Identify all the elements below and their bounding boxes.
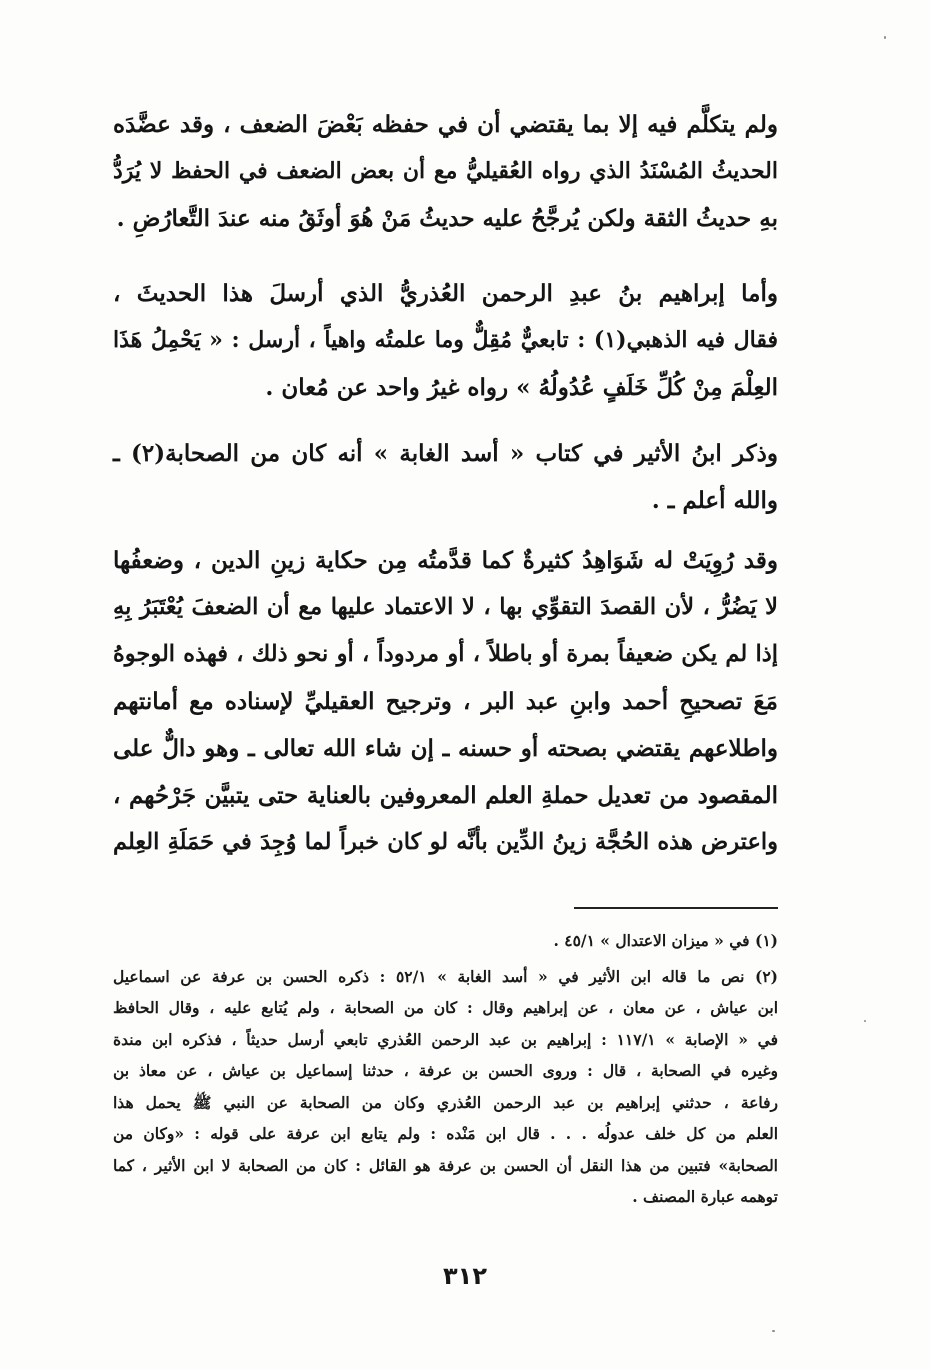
footnote-2-line: (٢) نص ما قاله ابن الأثير في « أسد الغابة » ٥٢/١ : ذكره الحسن بن عرفة عن اسماعيل — [113, 966, 779, 986]
footnote-2-line: في « الإصابة » ١١٧/١ : إبراهيم بن عبد الرحمن العُذري تابعي أرسل حديثاً ، فذكره ابن مندة — [113, 1029, 778, 1049]
paragraph-4 — [113, 537, 778, 866]
footnote-2-line: ابن عياش ، عن معان ، عن إبراهيم وقال : كان من الصحابة ، ولم يُتابع عليه ، وقال الحافظ — [113, 998, 778, 1017]
scan-speck — [772, 1330, 775, 1332]
text-line: لا يَضُرُّ ، لأن القصدَ التقوِّي بها ، لا الاعتماد عليها مع أن الضعفَ يُعْتَبَرُ بِهِ — [113, 594, 778, 620]
footnote-2-line: رفاعة ، حدثني إبراهيم بن عبد الرحمن العُذري وكان من الصحابة عن النبي ﷺ يحمل هذا — [113, 1092, 778, 1112]
footnote-2-line: الصحابة» فتبين من هذا النقل أن الحسن بن عرفة هو القائل : كان من الصحابة لا ابن الأثير ، كما — [113, 1155, 778, 1175]
text-line: الحديثُ المُسْنَدُ الذي رواه العُقيليُّ مع أن بعض الضعف في الحفظ لا يُرَدُّ — [113, 158, 778, 184]
text-line: والله أعلم ـ . — [651, 487, 778, 514]
footnotes — [113, 925, 778, 1213]
text-line: واعترض هذه الحُجَّة زينُ الدِّين بأنَّه لو كان خبراً لما وُجِدَ في حَمَلَةِ العِلم — [113, 829, 778, 855]
footnote-1: (١) في « ميزان الاعتدال » ٤٥/١ . — [553, 931, 778, 950]
footnote-2-line: وغيره في الصحابة ، قال : وروى الحسن بن عرفة ، حدثنا إسماعيل بن عياش ، عن معاذ بن — [113, 1061, 778, 1080]
text-line: العِلْمَ مِنْ كُلِّ خَلَفٍ عُدُولُهُ » رواه غيرُ واحد عن مُعان . — [265, 374, 778, 401]
paragraph-1 — [113, 101, 778, 242]
text-line: إذا لم يكن ضعيفاً بمرة أو باطلاً ، أو مردوداً ، أو نحو ذلك ، فهذه الوجوهُ — [113, 641, 778, 667]
text-line: وقد رُوِيَتْ له شَوَاهِدُ كثيرةٌ كما قدَّمتُه مِن حكاية زينِ الدين ، وضعفُها — [113, 547, 778, 574]
text-line: ولم يتكلَّم فيه إلا بما يقتضي أن في حفظه بَعْضَ الضعف ، وقد عضَّدَه — [113, 111, 778, 138]
paragraph-3 — [113, 430, 778, 524]
text-line: وذكر ابنُ الأثير في كتاب « أسد الغابة » أنه كان من الصحابة(٢) ـ — [113, 440, 778, 467]
scan-speck — [864, 1020, 866, 1022]
footnote-2-line: توهمه عبارة المصنف . — [632, 1187, 778, 1206]
text-line: وأما إبراهيم بنُ عبدِ الرحمن العُذريُّ الذي أرسلَ هذا الحديثَ ، — [113, 280, 778, 307]
text-line: المقصود من تعديل حملةِ العلم المعروفين بالعناية حتى يتبيَّن جَرْحُهم ، — [113, 782, 778, 809]
page-number: ٣١٢ — [443, 1262, 487, 1290]
text-line: مَعَ تصحيحِ أحمد وابنِ عبد البر ، وترجيح العقيليِّ لإسناده مع أمانتهم — [113, 688, 778, 715]
scan-speck — [884, 36, 886, 39]
text-line: بهِ حديثُ الثقة ولكن يُرجَّحُ عليه حديثُ مَنْ هُوَ أوثَقُ منه عندَ التَّعارُضِ . — [116, 205, 778, 232]
text-line: واطلاعهم يقتضي بصحته أو حسنه ـ إن شاء الله تعالى ـ وهو دالٌّ على — [113, 735, 778, 762]
text-line: فقال فيه الذهبي(١) : تابعيٌّ مُقِلٌّ وما علمتُه واهياً ، أرسل : « يَحْمِلُ هَذَا — [113, 327, 778, 353]
paragraph-2 — [113, 270, 778, 411]
footnote-2-line: العلم من كل خلف عدولُه . . . قال ابن مَنْده : ولم يتابع ابن عرفة على قوله : «وكان من — [113, 1124, 778, 1143]
footnote-separator — [574, 907, 778, 909]
